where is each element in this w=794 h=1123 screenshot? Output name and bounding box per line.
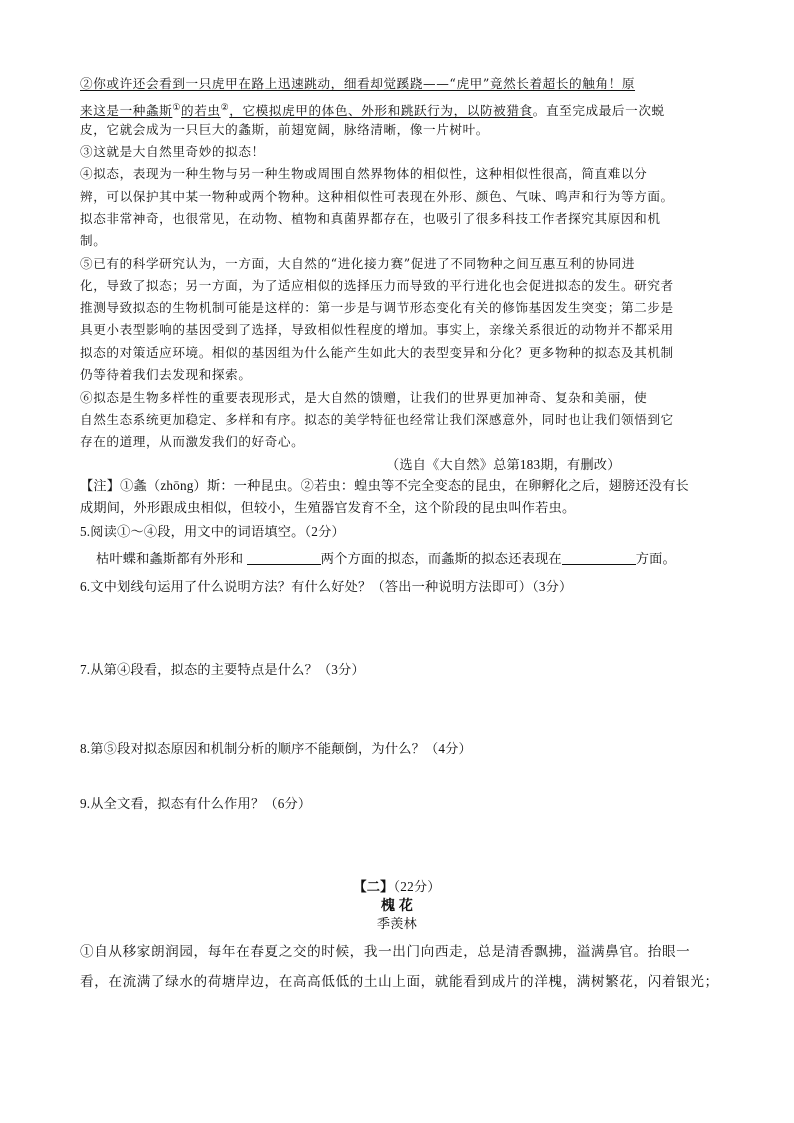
section-2-author: 季羡林 bbox=[376, 916, 418, 931]
passage-p5-line1: ⑤已有的科学研究认为，一方面，大自然的“进化接力赛”促进了不同物种之间互惠互利的协同进 bbox=[80, 256, 636, 271]
q5-blank-1[interactable] bbox=[247, 550, 321, 565]
q5-blank-2[interactable] bbox=[562, 550, 636, 565]
passage-p4-line1: ④拟态，表现为一种生物与另一种生物或周围自然界物体的相似性，这种相似性很高，简直难以分 bbox=[80, 166, 648, 181]
footnote-mark-2: ② bbox=[220, 103, 230, 113]
question-8: 8.第⑤段对拟态原因和机制分析的顺序不能颠倒，为什么？（4分） bbox=[80, 741, 472, 756]
underlined-sentence-part1: ②你或许还会看到一只虎甲在路上迅速跳动，细看却觉蹊跷——“虎甲”竟然长着超长的触角！原 bbox=[80, 76, 636, 91]
question-7: 7.从第④段看，拟态的主要特点是什么？（3分） bbox=[80, 662, 365, 677]
passage-p6-line1: ⑥拟态是生物多样性的重要表现形式，是大自然的馈赠，让我们的世界更加神奇、复杂和美丽，使 bbox=[80, 390, 648, 405]
passage-p5-line3: 推测导致拟态的生物机制可能是这样的：第一步是与调节形态变化有关的修饰基因发生突变；第二步是 bbox=[80, 300, 674, 315]
passage-p6-line2: 自然生态系统更加稳定、多样和有序。拟态的美学特征也经常让我们深感意外，同时也让我们领悟到它 bbox=[80, 412, 674, 427]
passage-p2-line3: 皮，它就会成为一只巨大的螽斯，前翅宽阔，脉络清晰，像一片树叶。 bbox=[80, 122, 490, 137]
underlined-sentence-part2c: ，它模拟虎甲的体色、外形和跳跃行为，以防被猎食 bbox=[229, 103, 533, 119]
section-2-p1-line2: 看，在流满了绿水的荷塘岸边，在高高低低的土山上面，就能看到成片的洋槐，满树繁花，闪着银光； bbox=[80, 974, 719, 989]
passage-p2-line2 bbox=[80, 98, 720, 121]
question-6: 6.文中划线句运用了什么说明方法？有什么好处？（答出一种说明方法即可）（3分） bbox=[80, 579, 573, 594]
passage-p5-line6: 仍等待着我们去发现和探索。 bbox=[80, 367, 252, 382]
footnote-line2: 成期间，外形跟成虫相似，但较小，生殖器官发育不全，这个阶段的昆虫叫作若虫。 bbox=[80, 500, 576, 515]
passage-p3: ③这就是大自然里奇妙的拟态！ bbox=[80, 144, 265, 159]
q5-text-part2: 两个方面的拟态，而螽斯的拟态还表现在 bbox=[320, 551, 562, 566]
passage-source: （选自《大自然》总第183期，有删改） bbox=[386, 457, 621, 472]
section-2-score: （22分） bbox=[393, 879, 441, 894]
p2-line2-tail: 。直至完成最后一次蜕 bbox=[532, 103, 665, 119]
question-9: 9.从全文看，拟态有什么作用？（6分） bbox=[80, 796, 312, 811]
underlined-sentence-part2a: 来这是一种螽斯 bbox=[80, 103, 173, 119]
passage-p4-line4: 制。 bbox=[80, 233, 107, 248]
passage-p5-line4: 具更小表型影响的基因受到了选择，导致相似性程度的增加。事实上，亲缘关系很近的动物并不都采用 bbox=[80, 322, 674, 337]
passage-p4-line3: 拟态非常神奇，也很常见，在动物、植物和真菌界都存在，也吸引了很多科技工作者探究其原因和机 bbox=[80, 211, 661, 226]
q5-text-part1: 枯叶蝶和螽斯都有外形和 bbox=[96, 551, 244, 566]
passage-p5-line2: 化，导致了拟态；另一方面，为了适应相似的选择压力而导致的平行进化也会促进拟态的发生。研究者 bbox=[80, 278, 674, 293]
footnote-line1: 【注】①螽（zhōng）斯：一种昆虫。②若虫：蝗虫等不完全变态的昆虫，在卵孵化之后，翅膀还没有长 bbox=[80, 478, 689, 493]
section-2-bracket: 【二】 bbox=[353, 879, 394, 894]
section-2-p1-line1: ①自从移家朗润园，每年在春夏之交的时候，我一出门向西走，总是清香飘拂，溢满鼻官。抬眼一 bbox=[80, 944, 691, 959]
passage-p6-line3: 存在的道理，从而激发我们的好奇心。 bbox=[80, 434, 305, 449]
section-2-heading bbox=[0, 876, 794, 895]
question-5-fill bbox=[96, 549, 736, 569]
question-5-title: 5.阅读①～④段，用文中的词语填空。（2分） bbox=[80, 524, 345, 539]
passage-p2-line1 bbox=[80, 74, 720, 94]
q5-text-part3: 方面。 bbox=[635, 551, 676, 566]
footnote-mark-1: ① bbox=[172, 103, 182, 113]
section-2-title: 槐 花 bbox=[380, 899, 414, 914]
passage-p4-line2: 辨，可以保护其中某一物种或两个物种。这种相似性可表现在外形、颜色、气味、鸣声和行为等方面。 bbox=[80, 189, 674, 204]
underlined-sentence-part2b: 的若虫 bbox=[181, 103, 221, 119]
passage-p5-line5: 拟态的对策适应环境。相似的基因组为什么能产生如此大的表型变异和分化？更多物种的拟态及其机制 bbox=[80, 345, 674, 360]
